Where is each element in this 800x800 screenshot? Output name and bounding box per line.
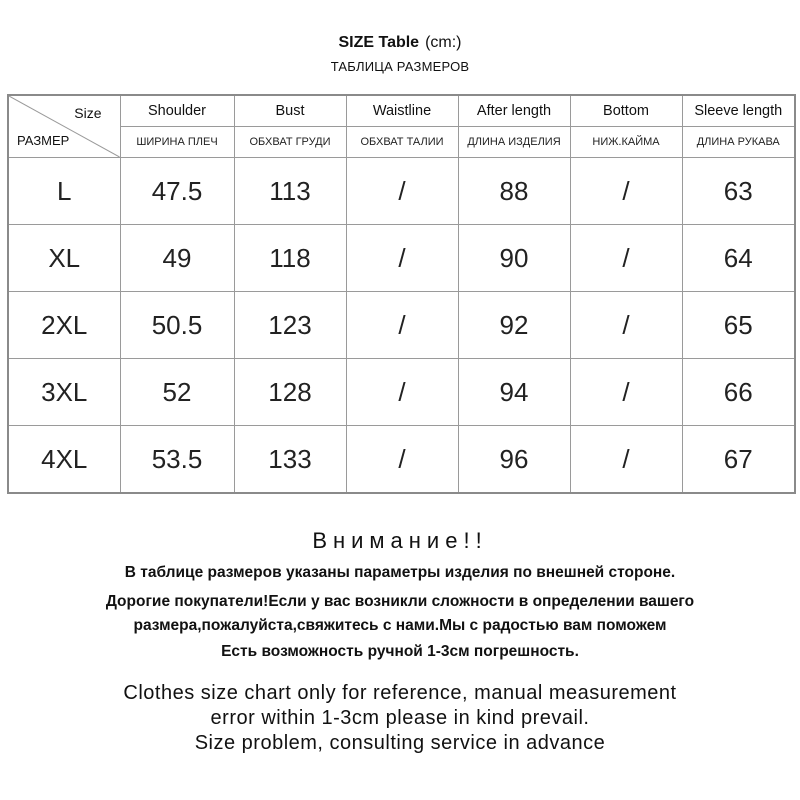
table-cell: /	[570, 359, 682, 426]
size-cell: L	[8, 158, 120, 225]
size-cell: 4XL	[8, 426, 120, 494]
table-cell: 94	[458, 359, 570, 426]
table-row	[8, 292, 795, 359]
table-cell: /	[346, 225, 458, 292]
table-cell: /	[570, 292, 682, 359]
table-cell: 63	[682, 158, 795, 225]
table-cell: 88	[458, 158, 570, 225]
title-unit: (cm:)	[425, 34, 462, 51]
header-row-en	[8, 95, 795, 127]
notice-ru-line: Дорогие покупатели!Если у вас возникли сложности в определении вашего	[105, 593, 695, 610]
table-row	[8, 158, 795, 225]
page-subtitle: ТАБЛИЦА РАЗМЕРОВ	[330, 59, 470, 74]
table-cell: 92	[458, 292, 570, 359]
title-text: SIZE Table	[338, 34, 420, 51]
table-cell: 118	[234, 225, 346, 292]
notice-en-line: Size problem, consulting service in advance	[194, 732, 606, 754]
table-cell: /	[346, 426, 458, 494]
col-header-waistline: Waistline	[346, 95, 458, 127]
col-header-sleeve-length: Sleeve length	[682, 95, 795, 127]
col-header-bust-ru: ОБХВАТ ГРУДИ	[234, 127, 346, 158]
notice-en-line: Clothes size chart only for reference, manual measurement	[123, 682, 677, 704]
size-cell: 3XL	[8, 359, 120, 426]
notice-ru-line: размера,пожалуйста,свяжитесь с нами.Мы с радостью вам поможем	[133, 617, 667, 634]
table-cell: 67	[682, 426, 795, 494]
table-cell: 49	[120, 225, 234, 292]
table-cell: 65	[682, 292, 795, 359]
corner-size-label: Size	[74, 105, 102, 121]
table-row	[8, 426, 795, 494]
notice-title: Внимание!!	[312, 528, 488, 553]
table-cell: 123	[234, 292, 346, 359]
table-cell: /	[570, 225, 682, 292]
title-block	[0, 32, 800, 76]
col-header-bust: Bust	[234, 95, 346, 127]
size-cell: XL	[8, 225, 120, 292]
table-cell: 53.5	[120, 426, 234, 494]
table-cell: /	[570, 426, 682, 494]
notice-ru-line: Есть возможность ручной 1-3см погрешность.	[221, 643, 579, 660]
table-cell: 52	[120, 359, 234, 426]
table-cell: /	[346, 158, 458, 225]
table-row	[8, 359, 795, 426]
col-header-bottom-ru: НИЖ.КАЙМА	[570, 127, 682, 158]
col-header-shoulder: Shoulder	[120, 95, 234, 127]
col-header-shoulder-ru: ШИРИНА ПЛЕЧ	[120, 127, 234, 158]
col-header-after-length-ru: ДЛИНА ИЗДЕЛИЯ	[458, 127, 570, 158]
table-cell: 133	[234, 426, 346, 494]
page-title	[0, 32, 800, 54]
corner-cell	[8, 95, 120, 158]
notice-ru-line: В таблице размеров указаны параметры изделия по внешней стороне.	[124, 564, 676, 581]
header-row-ru	[8, 127, 795, 158]
col-header-sleeve-length-ru: ДЛИНА РУКАВА	[682, 127, 795, 158]
table-cell: 50.5	[120, 292, 234, 359]
size-cell: 2XL	[8, 292, 120, 359]
table-cell: 64	[682, 225, 795, 292]
size-table	[7, 94, 796, 494]
table-cell: 66	[682, 359, 795, 426]
notice-en-line: error within 1-3cm please in kind prevail.	[210, 707, 590, 729]
table-cell: 128	[234, 359, 346, 426]
table-cell: /	[570, 158, 682, 225]
table-cell: 96	[458, 426, 570, 494]
table-cell: 90	[458, 225, 570, 292]
col-header-bottom: Bottom	[570, 95, 682, 127]
corner-size-label-ru: РАЗМЕР	[17, 133, 70, 148]
table-cell: /	[346, 359, 458, 426]
col-header-after-length: After length	[458, 95, 570, 127]
table-row	[8, 225, 795, 292]
table-cell: 47.5	[120, 158, 234, 225]
col-header-waistline-ru: ОБХВАТ ТАЛИИ	[346, 127, 458, 158]
table-cell: 113	[234, 158, 346, 225]
table-cell: /	[346, 292, 458, 359]
